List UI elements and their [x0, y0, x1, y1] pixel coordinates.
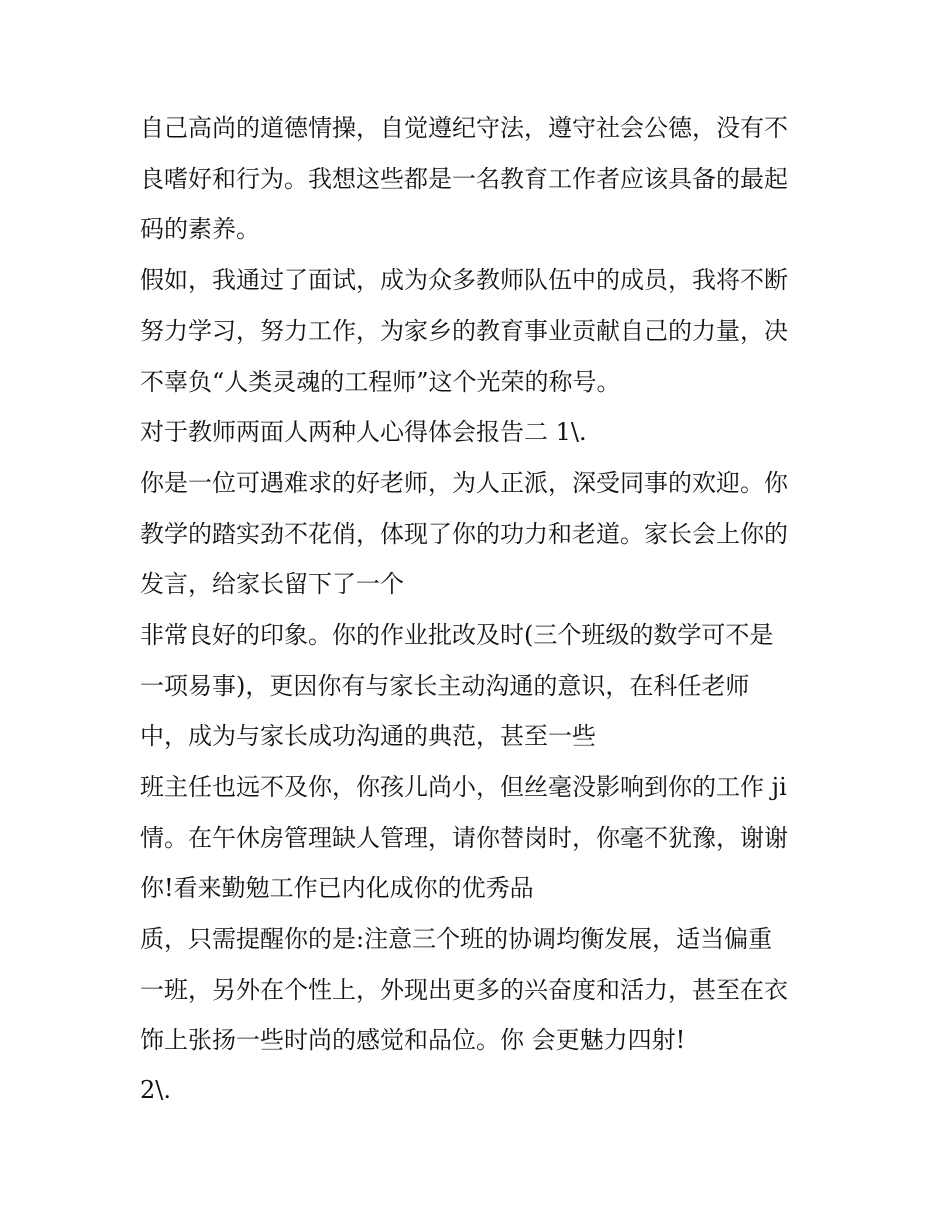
text-line: 中，成为与家长成功沟通的典范，甚至一些	[140, 722, 596, 750]
text-line: 自己高尚的道德情操，自觉遵纪守法，遵守社会公德，没有不	[140, 114, 788, 142]
text-line: 2\.	[140, 1076, 171, 1104]
text-line: 教学的踏实劲不花俏，体现了你的功力和老道。家长会上你的	[140, 520, 788, 548]
text-line: 发言，给家长留下了一个	[140, 570, 404, 598]
text-line: 一项易事)，更因你有与家长主动沟通的意识，在科任老师	[140, 672, 750, 700]
section-heading: 对于教师两面人两种人心得体会报告二 1\.	[140, 418, 587, 446]
text-line: 你!看来勤勉工作已内化成你的优秀品	[140, 874, 534, 902]
text-line: 饰上张扬一些时尚的感觉和品位。你 会更魅力四射!	[140, 1026, 686, 1054]
text-line: 假如，我通过了面试，成为众多教师队伍中的成员，我将不断	[140, 266, 788, 294]
text-line: 不辜负“人类灵魂的工程师”这个光荣的称号。	[140, 368, 621, 396]
text-line: 班主任也远不及你，你孩儿尚小，但丝毫没影响到你的工作 ji	[140, 773, 787, 801]
text-line: 码的素养。	[140, 215, 260, 243]
text-line: 一班，另外在个性上，外现出更多的兴奋度和活力，甚至在衣	[140, 976, 788, 1004]
text-line: 情。在午休房管理缺人管理，请你替岗时，你毫不犹豫，谢谢	[140, 824, 788, 852]
text-line: 质，只需提醒你的是:注意三个班的协调均衡发展，适当偏重	[140, 925, 773, 953]
text-line: 努力学习，努力工作，为家乡的教育事业贡献自己的力量，决	[140, 317, 788, 345]
text-line: 非常良好的印象。你的作业批改及时(三个班级的数学可不是	[140, 621, 774, 649]
text-line: 你是一位可遇难求的好老师，为人正派，深受同事的欢迎。你	[140, 469, 788, 497]
text-line: 良嗜好和行为。我想这些都是一名教育工作者应该具备的最起	[140, 165, 788, 193]
